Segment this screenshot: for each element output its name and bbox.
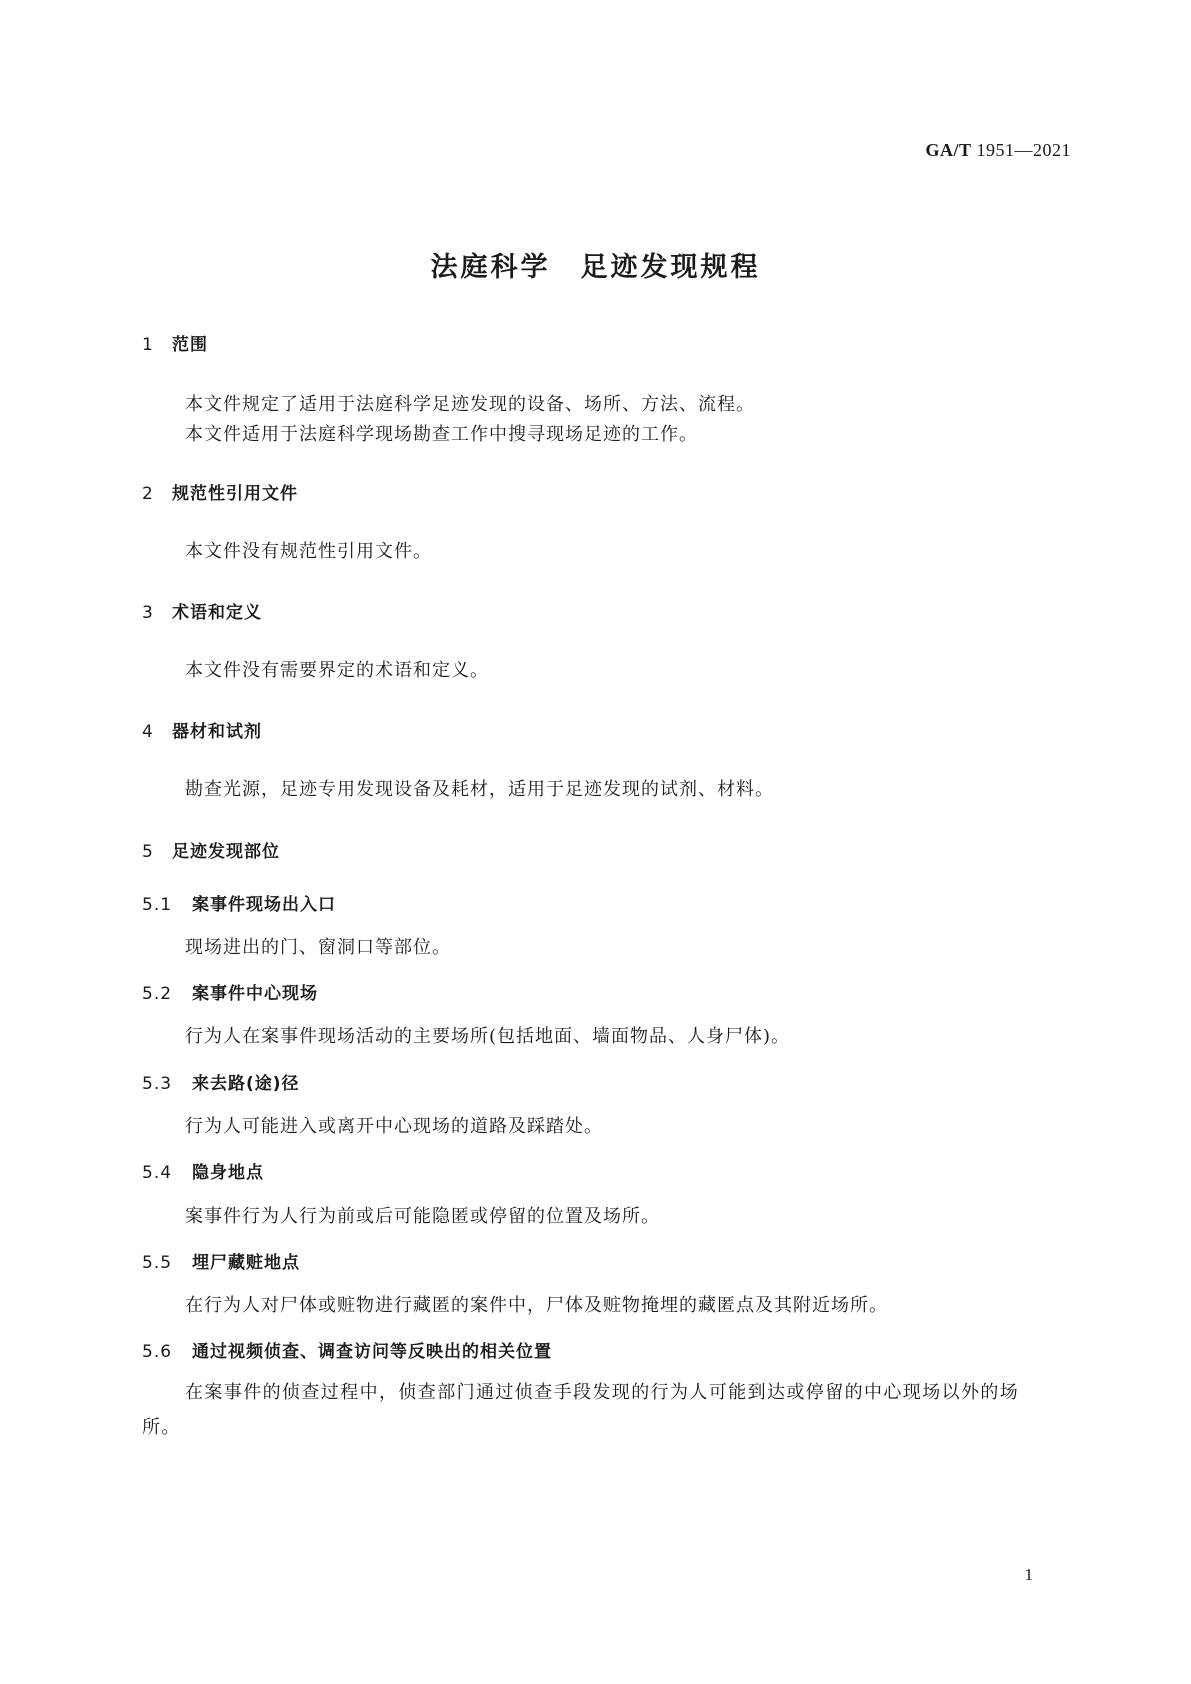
section-number: 2: [142, 484, 154, 504]
section-heading-4: [142, 717, 262, 742]
standard-number: 1951—2021: [976, 140, 1071, 160]
section-title: 埋尸藏赃地点: [192, 1253, 300, 1273]
subsection-heading-5-4: [142, 1158, 264, 1183]
paragraph: 勘查光源，足迹专用发现设备及耗材，适用于足迹发现的试剂、材料。: [185, 779, 774, 800]
section-title: 案事件中心现场: [192, 984, 318, 1004]
section-title: 器材和试剂: [172, 722, 262, 742]
standard-code: [925, 140, 1071, 161]
paragraph: 在案事件的侦查过程中，侦查部门通过侦查手段发现的行为人可能到达或停留的中心现场以外的场所。: [142, 1382, 1020, 1438]
section-title: 案事件现场出入口: [192, 895, 336, 915]
section-number: 5.6: [142, 1342, 173, 1362]
section-heading-3: [142, 598, 262, 623]
paragraph: 在行为人对尸体或赃物进行藏匿的案件中，尸体及赃物掩埋的藏匿点及其附近场所。: [185, 1295, 888, 1316]
paragraph: 现场进出的门、窗洞口等部位。: [185, 937, 451, 958]
section-title: 规范性引用文件: [172, 484, 298, 504]
section-number: 4: [142, 722, 154, 742]
paragraph: 本文件规定了适用于法庭科学足迹发现的设备、场所、方法、流程。: [185, 394, 755, 415]
section-number: 5.2: [142, 984, 173, 1004]
paragraph: 行为人可能进入或离开中心现场的道路及踩踏处。: [185, 1116, 603, 1137]
section-title: 足迹发现部位: [172, 842, 280, 862]
standard-prefix: GA/T: [925, 140, 972, 160]
paragraph: 本文件没有需要界定的术语和定义。: [185, 660, 489, 681]
section-title: 通过视频侦查、调查访问等反映出的相关位置: [192, 1342, 552, 1362]
paragraph: 案事件行为人行为前或后可能隐匿或停留的位置及场所。: [185, 1206, 660, 1227]
section-number: 5.3: [142, 1074, 173, 1094]
subsection-heading-5-6: [142, 1337, 552, 1362]
section-number: 5.5: [142, 1253, 173, 1273]
subsection-heading-5-5: [142, 1248, 300, 1273]
section-number: 5: [142, 842, 154, 862]
section-heading-2: [142, 479, 298, 504]
section-number: 5.1: [142, 895, 173, 915]
section-heading-1: [142, 330, 208, 355]
section-heading-5: [142, 837, 280, 862]
section-number: 3: [142, 603, 154, 623]
section-number: 1: [142, 335, 154, 355]
section-title: 术语和定义: [172, 603, 262, 623]
subsection-heading-5-2: [142, 979, 318, 1004]
section-title: 范围: [172, 335, 208, 355]
subsection-heading-5-1: [142, 890, 336, 915]
paragraph: 本文件没有规范性引用文件。: [185, 541, 432, 562]
section-number: 5.4: [142, 1163, 173, 1183]
paragraph: 行为人在案事件现场活动的主要场所(包括地面、墙面物品、人身尸体)。: [185, 1026, 791, 1047]
section-title: 来去路(途)径: [192, 1074, 300, 1094]
paragraph: 本文件适用于法庭科学现场勘查工作中搜寻现场足迹的工作。: [185, 424, 698, 445]
subsection-heading-5-3: [142, 1069, 300, 1094]
document-title: 法庭科学 足迹发现规程: [430, 252, 761, 283]
page-number: 1: [1024, 1565, 1033, 1584]
section-title: 隐身地点: [192, 1163, 264, 1183]
